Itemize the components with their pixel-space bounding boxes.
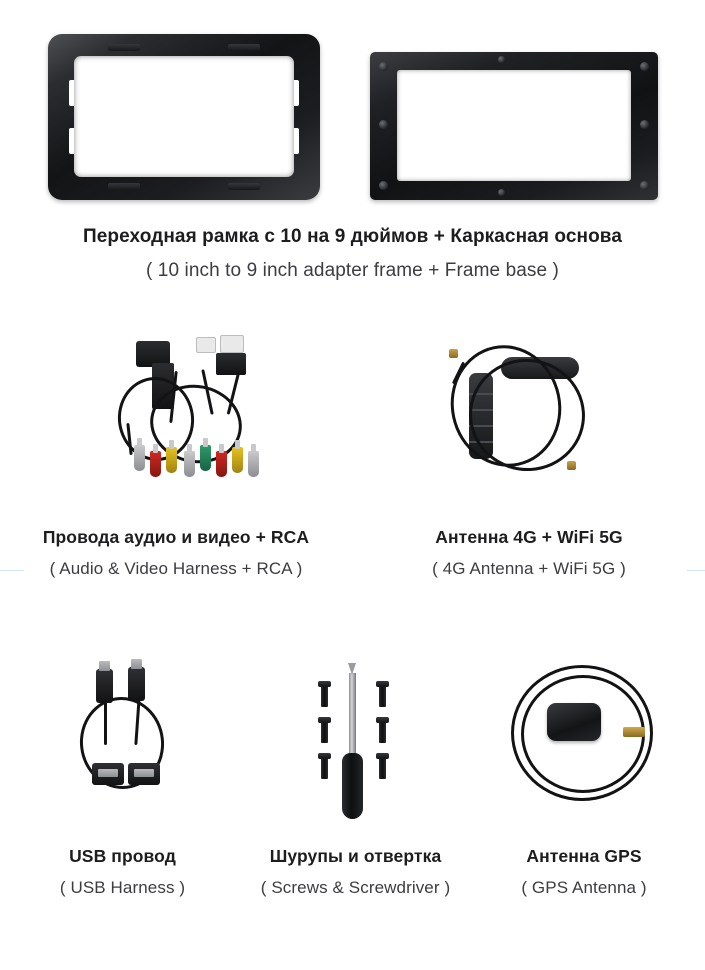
- white-connector-icon: [196, 337, 216, 353]
- usb-metal-icon: [98, 769, 118, 777]
- frames-image-group: [0, 18, 705, 198]
- frame-notch-icon: [69, 128, 81, 154]
- caption-ru: USB провод: [69, 846, 176, 866]
- section-harness-antenna: [0, 325, 705, 605]
- audio-video-harness-photo: [0, 325, 352, 505]
- usb-metal-icon: [99, 661, 110, 671]
- rca-plug-green-icon: [200, 445, 211, 471]
- caption-en: ( Audio & Video Harness + RCA ): [49, 559, 303, 578]
- frame-tab-icon: [228, 183, 260, 190]
- black-connector-icon: [216, 353, 246, 375]
- caption-screws-screwdriver: [233, 846, 478, 898]
- caption-en: ( USB Harness ): [59, 878, 186, 897]
- caption-ru: Антенна GPS: [526, 846, 642, 866]
- rca-plug-yellow-icon: [166, 447, 177, 473]
- frame-base-photo: [370, 52, 658, 200]
- screw-hole-icon: [640, 62, 649, 71]
- caption-gps-antenna: [463, 846, 705, 898]
- item-antenna-4g-wifi: [353, 325, 705, 579]
- rca-plug-white-icon: [248, 451, 259, 477]
- screw-icon: [321, 721, 328, 743]
- screw-hole-icon: [379, 181, 388, 190]
- gps-antenna-photo: [463, 645, 705, 840]
- caption-en: ( Screws & Screwdriver ): [260, 878, 451, 897]
- frame-notch-icon: [287, 128, 299, 154]
- frame-tab-icon: [108, 44, 140, 51]
- item-gps-antenna: [463, 645, 705, 898]
- antenna-4g-wifi-photo: [353, 325, 705, 505]
- section-frames: [0, 18, 705, 308]
- usb-harness-photo: [0, 645, 245, 840]
- white-connector-icon: [220, 335, 244, 353]
- item-usb-harness: [0, 645, 245, 898]
- screw-hole-icon: [379, 62, 388, 71]
- screw-hole-icon: [498, 56, 505, 63]
- caption-antenna-4g-wifi: [353, 527, 705, 579]
- caption-en: ( GPS Antenna ): [521, 878, 647, 897]
- screw-hole-icon: [379, 120, 388, 129]
- caption-audio-video-harness: [0, 527, 352, 579]
- screw-hole-icon: [640, 120, 649, 129]
- gps-connector-icon: [623, 727, 645, 737]
- frame-tab-icon: [228, 44, 260, 51]
- rca-plug-red-icon: [150, 451, 161, 477]
- caption-ru: Антенна 4G + WiFi 5G: [435, 527, 623, 547]
- frame-notch-icon: [287, 80, 299, 106]
- gps-receiver-icon: [547, 703, 601, 741]
- usb-cable-icon: [104, 699, 107, 745]
- rca-plug-red-icon: [216, 451, 227, 477]
- caption-ru: Шурупы и отвертка: [269, 846, 442, 866]
- usb-connector-icon: [128, 667, 145, 701]
- caption-en: ( 10 inch to 9 inch adapter frame + Frame base ): [146, 260, 559, 281]
- screw-icon: [321, 757, 328, 779]
- item-audio-video-harness: [0, 325, 352, 579]
- usb-metal-icon: [131, 659, 142, 669]
- screw-icon: [379, 685, 386, 707]
- section-usb-tools-gps: [0, 645, 705, 945]
- frame-notch-icon: [69, 80, 81, 106]
- screw-icon: [379, 757, 386, 779]
- screws-screwdriver-photo: [233, 645, 478, 840]
- adapter-frame-photo: [48, 34, 320, 200]
- caption-adapter-frame: [0, 226, 705, 282]
- item-screws-screwdriver: [233, 645, 478, 898]
- rca-plug-yellow-icon: [232, 447, 243, 473]
- screw-hole-icon: [640, 181, 649, 190]
- caption-ru: Провода аудио и видео + RCA: [42, 527, 310, 547]
- screw-icon: [321, 685, 328, 707]
- caption-en: ( 4G Antenna + WiFi 5G ): [432, 559, 626, 578]
- screw-icon: [379, 721, 386, 743]
- screwdriver-tip-icon: [348, 663, 356, 675]
- sma-connector-icon: [449, 349, 458, 358]
- caption-ru: Переходная рамка с 10 на 9 дюймов + Каркасная основа: [82, 226, 623, 247]
- caption-usb-harness: [0, 846, 245, 898]
- rca-plug-white-icon: [134, 445, 145, 471]
- screwdriver-handle-icon: [342, 753, 363, 819]
- rca-plug-white-icon: [184, 451, 195, 477]
- frame-tab-icon: [108, 183, 140, 190]
- usb-metal-icon: [134, 769, 154, 777]
- screwdriver-shaft-icon: [349, 673, 356, 755]
- sma-connector-icon: [567, 461, 576, 470]
- screw-hole-icon: [498, 189, 505, 196]
